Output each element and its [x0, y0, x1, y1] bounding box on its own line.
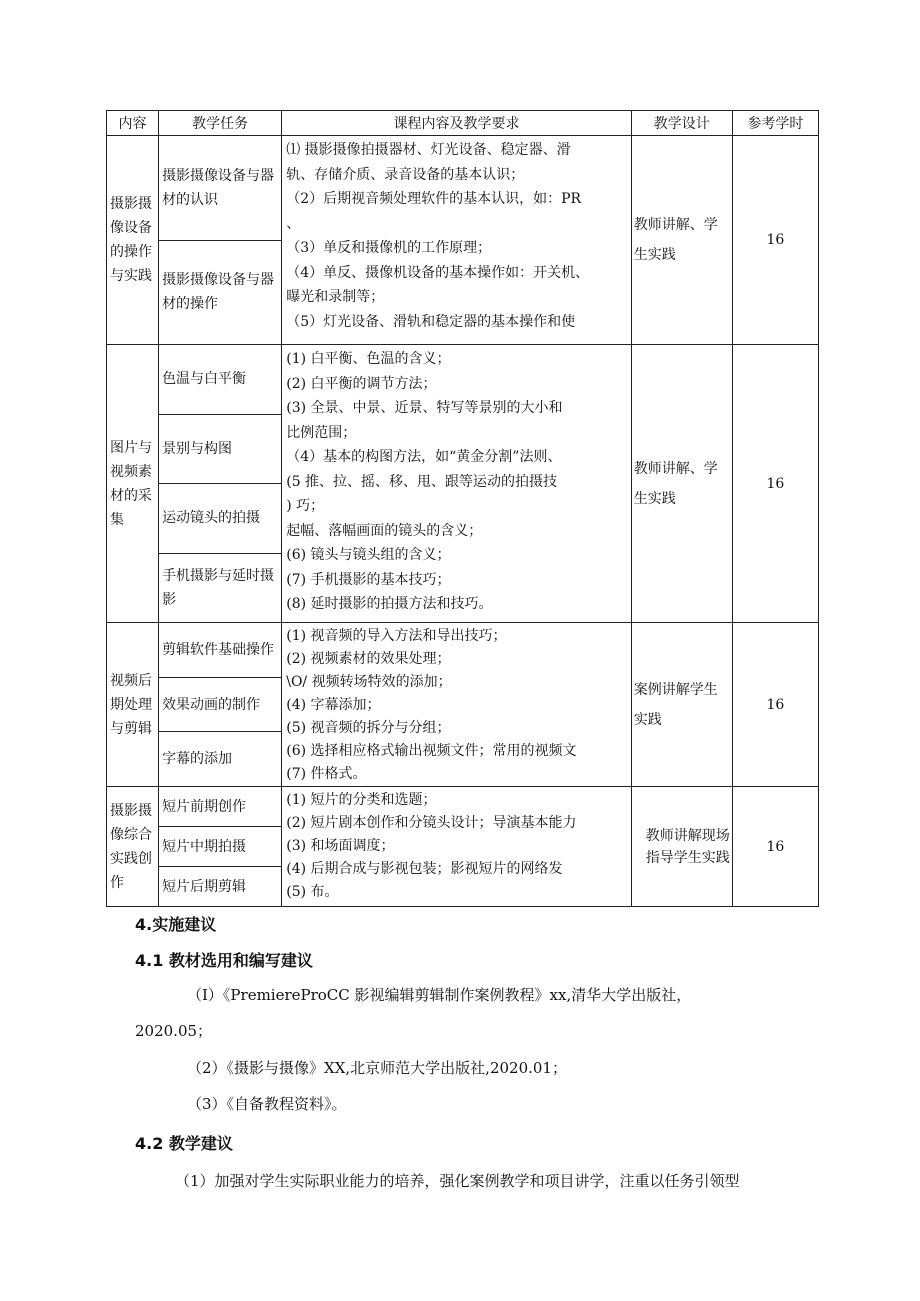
header-content: 内容: [107, 111, 159, 136]
task-item: 字幕的添加: [159, 731, 281, 786]
task-item: 手机摄影与延时摄影: [159, 553, 281, 623]
table-row: [107, 345, 819, 623]
reference-item: （I）《PremiereProCC 影视编辑剪辑制作案例教程》xx,清华大学出版社，: [187, 986, 692, 1004]
requirements-cell: [282, 136, 631, 345]
task-item: 短片中期拍摄: [159, 826, 281, 866]
requirement-line: (5) 视音频的拆分与分组；: [286, 720, 451, 736]
course-table: [106, 110, 819, 907]
reference-item-continued: 2020.05；: [135, 1022, 213, 1040]
reference-item: （2）《摄影与摄像》XX,北京师范大学出版社,2020.01；: [187, 1059, 567, 1077]
requirement-line: \O/ 视频转场特效的添加；: [286, 674, 452, 690]
requirement-line: (1) 视音频的导入方法和导出技巧；: [286, 628, 507, 644]
header-hours: 参考学时: [732, 111, 818, 136]
requirement-line: (6) 镜头与镜头组的含义；: [286, 547, 451, 563]
teaching-suggestion: （1）加强对学生实际职业能力的培养，强化案例教学和项目讲学，注重以任务引领型: [175, 1172, 740, 1190]
requirement-line: （4）单反、摄像机设备的基本操作如：开关机、: [286, 264, 590, 281]
requirement-line: 比例范围；: [286, 424, 357, 441]
content-cell: 图片与视频素材的采集: [107, 345, 159, 623]
design-cell: 案例讲解学生实践: [631, 623, 732, 787]
tasks-cell: [159, 623, 282, 787]
requirement-line: (3) 全景、中景、近景、特写等景别的大小和: [286, 400, 563, 416]
task-item: 短片前期创作: [162, 798, 247, 815]
content-cell: 摄影摄像综合实践创作: [107, 787, 159, 907]
subsection-heading: 4.1 教材选用和编写建议: [135, 951, 313, 970]
hours-cell: 16: [732, 787, 818, 907]
requirement-line: （5）灯光设备、滑轨和稳定器的基本操作和使: [286, 313, 576, 330]
requirement-line: (4) 后期合成与影视包装；影视短片的网络发: [286, 861, 563, 877]
header-requirements: 课程内容及教学要求: [282, 111, 631, 136]
requirement-line: （3）单反和摄像机的工作原理；: [286, 240, 492, 256]
requirement-line: (8) 延时摄影的拍摄方法和技巧。: [286, 596, 493, 612]
task-item: 摄影摄像设备与器材的认识: [162, 167, 275, 208]
task-item: 色温与白平衡: [162, 371, 247, 388]
table-row: [107, 136, 819, 345]
requirement-line: (2) 视频素材的效果处理；: [286, 651, 451, 667]
task-item: 效果动画的制作: [159, 677, 281, 732]
requirement-line: (5) 布。: [286, 884, 339, 900]
tasks-cell: [159, 787, 282, 907]
table-header-row: [107, 111, 819, 136]
requirements-cell: [282, 345, 631, 623]
section-heading: 4.实施建议: [135, 915, 217, 934]
requirement-line: (7) 手机摄影的基本技巧；: [286, 571, 451, 588]
requirement-line: (5 推、拉、摇、移、甩、跟等运动的拍摄技: [286, 473, 558, 490]
design-cell: 教师讲解、学生实践: [631, 136, 732, 345]
requirement-line: (1) 白平衡、色温的含义；: [286, 351, 451, 367]
requirement-line: (4) 字幕添加；: [286, 697, 381, 713]
design-cell: 教师讲解现场指导学生实践: [631, 787, 732, 907]
subsection-heading: 4.2 教学建议: [135, 1134, 233, 1153]
requirement-line: (2) 短片剧本创作和分镜头设计；导演基本能力: [286, 815, 577, 831]
table-row: [107, 787, 819, 907]
hours-cell: 16: [732, 623, 818, 787]
hours-cell: 16: [732, 345, 818, 623]
header-design: 教学设计: [631, 111, 732, 136]
requirement-line: (3) 和场面调度；: [286, 838, 395, 854]
requirements-cell: [282, 787, 631, 907]
requirements-cell: [282, 623, 631, 787]
task-item: 摄影摄像设备与器材的操作: [159, 240, 281, 345]
task-item: 运动镜头的拍摄: [159, 483, 281, 553]
requirement-line: 起幅、落幅画面的镜头的含义；: [286, 522, 483, 539]
requirement-line: (1) 短片的分类和选题；: [286, 792, 437, 808]
table-row: [107, 623, 819, 787]
requirement-line: (2) 白平衡的调节方法；: [286, 375, 437, 392]
hours-cell: 16: [732, 136, 818, 345]
task-item: 景别与构图: [159, 414, 281, 484]
requirement-line: ) 巧；: [286, 498, 325, 514]
header-task: 教学任务: [159, 111, 282, 136]
reference-item: （3）《自备教程资料》。: [187, 1095, 347, 1113]
content-cell: 摄影摄像设备的操作与实践: [107, 136, 159, 345]
requirement-line: 轨、存储介质、录音设备的基本认识；: [286, 166, 525, 183]
requirement-line: 、: [286, 215, 301, 232]
requirement-line: （2）后期视音频处理软件的基本认识，如：PR: [286, 191, 582, 207]
requirement-line: ⑴ 摄影摄像拍摄器材、灯光设备、稳定器、滑: [286, 142, 571, 158]
tasks-cell: [159, 345, 282, 623]
design-cell: 教师讲解、学生实践: [631, 345, 732, 623]
task-item: 短片后期剪辑: [159, 866, 281, 906]
requirement-line: (7) 件格式。: [286, 766, 367, 782]
requirement-line: （4）基本的构图方法，如“黄金分割”法则、: [286, 449, 562, 465]
content-cell: 视频后期处理与剪辑: [107, 623, 159, 787]
tasks-cell: [159, 136, 282, 345]
task-item: 剪辑软件基础操作: [162, 641, 275, 658]
requirement-line: 曝光和录制等；: [286, 289, 385, 305]
requirement-line: (6) 选择相应格式输出视频文件；常用的视频文: [286, 743, 577, 759]
